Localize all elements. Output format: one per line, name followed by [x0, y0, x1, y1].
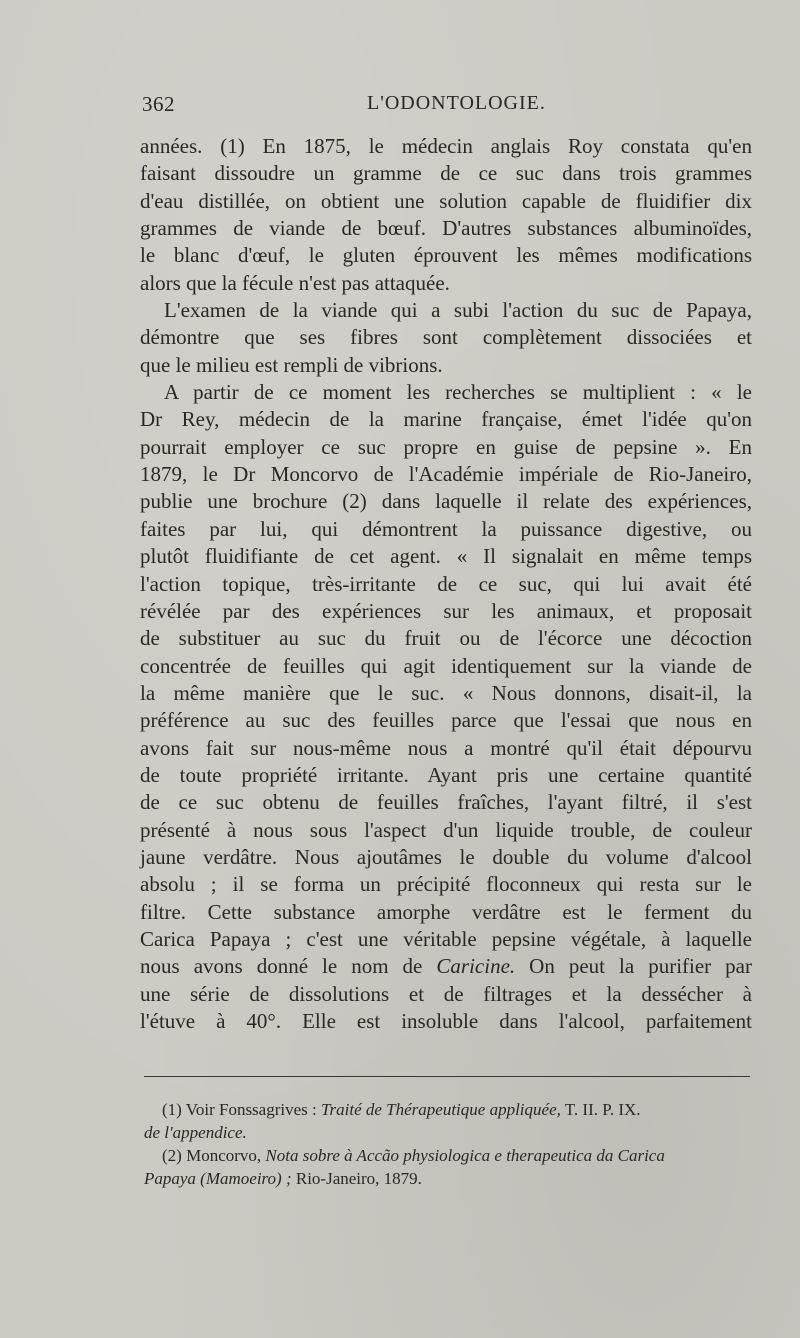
text-segment: nous avons donné le nom de [140, 954, 437, 979]
footnote-separator [144, 1076, 750, 1077]
text-line: de ce suc obtenu de feuilles fraîches, l'ayant filtré, il s'est [140, 790, 752, 815]
text-line: faites par lui, qui démontrent la puissance digestive, ou [140, 516, 752, 541]
footnote-2-prefix: (2) Moncorvo, [162, 1146, 266, 1165]
text-segment: On peut la purifier par [515, 954, 753, 979]
text-line: la même manière que le suc. « Nous donnons, disait-il, la [140, 680, 752, 705]
text-line: concentrée de feuilles qui agit identiquement sur la viande de [140, 653, 752, 678]
footnote-2-title: Nota sobre à Accão physiologica e therapeutica da Carica [265, 1146, 665, 1165]
footnote-1-suffix: T. II. P. IX. [560, 1100, 641, 1119]
text-line: d'eau distillée, on obtient une solution capable de fluidifier dix [140, 188, 752, 213]
text-line: révélée par des expériences sur les animaux, et proposait [140, 598, 752, 623]
text-line: alors que la fécule n'est pas attaquée. [140, 270, 450, 295]
text-line: le blanc d'œuf, le gluten éprouvent les mêmes modifications [140, 243, 752, 268]
footnote-2-title-cont: Papaya (Mamoeiro) ; [144, 1169, 292, 1188]
text-line: une série de dissolutions et de filtrages et la dessécher à [140, 981, 752, 1006]
text-line: Carica Papaya ; c'est une véritable pepsine végétale, à laquelle [140, 926, 752, 951]
text-line: absolu ; il se forma un précipité floconneux qui resta sur le [140, 872, 752, 897]
text-line: années. (1) En 1875, le médecin anglais Roy constata qu'en [140, 134, 752, 158]
text-line: Dr Rey, médecin de la marine française, émet l'idée qu'on [140, 407, 752, 432]
footnote-1 [144, 1098, 752, 1121]
text-line: démontre que ses fibres sont complètement dissociées et [140, 325, 752, 350]
text-line: grammes de viande de bœuf. D'autres substances albuminoïdes, [140, 216, 752, 241]
italic-term: Caricine. [436, 954, 516, 979]
text-line: faisant dissoudre un gramme de ce suc dans trois grammes [140, 161, 752, 186]
text-line: A partir de ce moment les recherches se multiplient : « le [164, 380, 752, 405]
running-head [142, 92, 752, 122]
text-line: de toute propriété irritante. Ayant pris une certaine quantité [140, 762, 752, 787]
footnotes [144, 1098, 752, 1190]
body-text [140, 133, 752, 1035]
text-line: plutôt fluidifiante de cet agent. « Il signalait en même temps [140, 544, 752, 569]
footnote-2-suffix: Rio-Janeiro, 1879. [291, 1169, 422, 1188]
footnote-2-continuation [144, 1167, 752, 1190]
text-line: publie une brochure (2) dans laquelle il relate des expériences, [140, 489, 752, 514]
footnote-1-continuation: de l'appendice. [144, 1123, 247, 1142]
text-line: L'examen de la viande qui a subi l'action du suc de Papaya, [164, 298, 752, 323]
text-line: préférence au suc des feuilles parce que l'essai que nous en [140, 708, 752, 733]
text-line: présenté à nous sous l'aspect d'un liquide trouble, de couleur [140, 817, 752, 842]
text-line: filtre. Cette substance amorphe verdâtre est le ferment du [140, 899, 752, 924]
text-line: que le milieu est rempli de vibrions. [140, 352, 443, 377]
footnote-2 [144, 1144, 752, 1167]
footnote-1-prefix: (1) Voir Fonssagrives : [162, 1100, 321, 1119]
text-line: l'étuve à 40°. Elle est insoluble dans l'alcool, parfaitement [140, 1009, 752, 1033]
text-line: l'action topique, très-irritante de ce suc, qui lui avait été [140, 571, 752, 596]
page-number: 362 [142, 92, 175, 116]
text-line: avons fait sur nous-même nous a montré qu'il était dépourvu [140, 735, 752, 760]
text-line: jaune verdâtre. Nous ajoutâmes le double du volume d'alcool [140, 844, 752, 869]
text-line: de substituer au suc du fruit ou de l'écorce une décoction [140, 626, 752, 651]
text-line: 1879, le Dr Moncorvo de l'Académie impériale de Rio-Janeiro, [140, 462, 752, 487]
text-line: pourrait employer ce suc propre en guise de pepsine ». En [140, 434, 752, 459]
text-line-mixed [140, 953, 752, 980]
footnote-1-title: Traité de Thérapeutique appliquée, [321, 1100, 561, 1119]
running-title: L'ODONTOLOGIE. [367, 92, 546, 114]
